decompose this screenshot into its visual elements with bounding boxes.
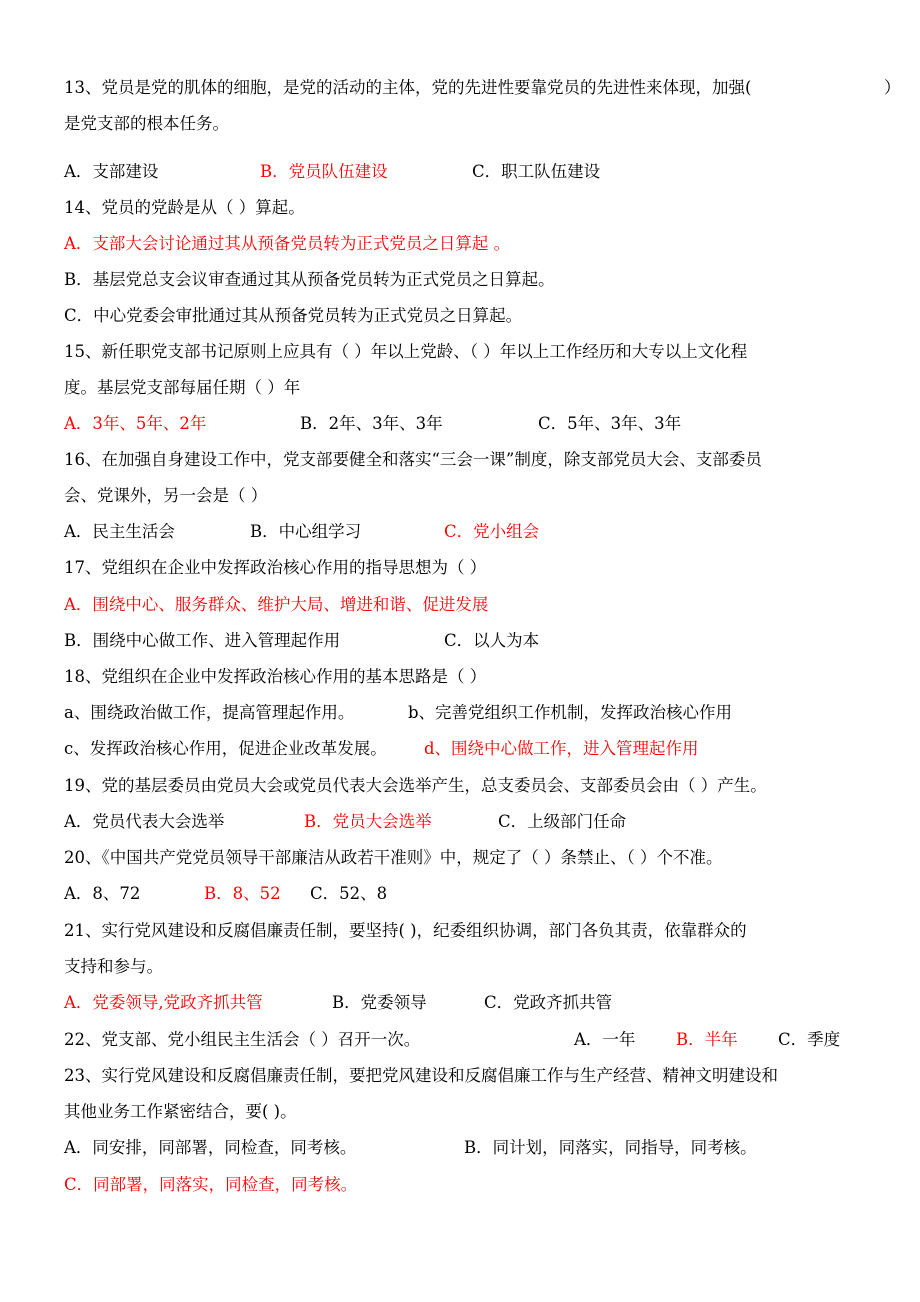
question-13-option-a: A．支部建设 [64, 162, 159, 181]
question-13-stem-text: 13、党员是党的肌体的细胞，是党的活动的主体，党的先进性要靠党员的先进性来体现，加强( [64, 78, 752, 97]
question-20-options [64, 883, 864, 905]
question-21-options [64, 992, 864, 1014]
question-13-options [64, 161, 864, 183]
question-18-stem: 18、党组织在企业中发挥政治核心作用的基本思路是（ ） [64, 667, 487, 686]
question-13-stem-line-2: 是党支部的根本任务。 [64, 114, 229, 133]
question-23-option-c-answer: C．同部署，同落实，同检查，同考核。 [64, 1175, 358, 1194]
question-22-stem: 22、党支部、党小组民主生活会（ ）召开一次。 [64, 1030, 421, 1049]
question-15-option-a-answer: A．3年、5年、2年 [64, 414, 207, 433]
question-21-option-a-answer: A．党委领导,党政齐抓共管 [64, 993, 263, 1012]
question-15-stem-line-2: 度。基层党支部每届任期（ ）年 [64, 378, 301, 397]
question-22-line [64, 1029, 864, 1051]
question-17-option-c: C．以人为本 [444, 631, 540, 650]
question-23-options-ab [64, 1137, 864, 1159]
question-20-option-c: C．52、8 [310, 884, 388, 903]
question-14-option-b: B．基层党总支会议审查通过其从预备党员转为正式党员之日算起。 [64, 270, 555, 289]
question-19-option-c: C．上级部门任命 [498, 812, 627, 831]
question-16-stem-line-1: 16、在加强自身建设工作中，党支部要健全和落实“三会一课”制度，除支部党员大会、支部委员 [64, 450, 762, 469]
question-20-stem: 20、《中国共产党党员领导干部廉洁从政若干准则》中，规定了（ ）条禁止、（ ）个不准。 [64, 848, 723, 867]
question-21-stem-line-1: 21、实行党风建设和反腐倡廉责任制，要坚持( )，纪委组织协调，部门各负其责，依靠群众的 [64, 921, 747, 940]
question-21-option-b: B．党委领导 [332, 993, 427, 1012]
question-17-stem: 17、党组织在企业中发挥政治核心作用的指导思想为（ ） [64, 558, 487, 577]
question-23-stem-line-1: 23、实行党风建设和反腐倡廉责任制，要把党风建设和反腐倡廉工作与生产经营、精神文明建设和 [64, 1066, 778, 1085]
question-18-options-cd [64, 738, 864, 760]
question-19-options [64, 811, 864, 833]
question-21-option-c: C．党政齐抓共管 [484, 993, 613, 1012]
question-16-stem-line-2: 会、党课外，另一会是（ ） [64, 486, 268, 505]
question-13-stem-bracket: ） [884, 78, 901, 97]
question-16-option-a: A．民主生活会 [64, 522, 175, 541]
question-22-option-a: A．一年 [574, 1030, 636, 1049]
question-23-stem-line-2: 其他业务工作紧密结合，要( )。 [64, 1102, 297, 1121]
question-14-option-c: C．中心党委会审批通过其从预备党员转为正式党员之日算起。 [64, 306, 523, 325]
question-16-option-c-answer: C．党小组会 [444, 522, 540, 541]
question-19-option-a: A．党员代表大会选举 [64, 812, 225, 831]
question-15-option-c: C．5年、3年、3年 [538, 414, 682, 433]
question-23-option-b: B．同计划，同落实，同指导，同考核。 [464, 1138, 757, 1157]
question-16-option-b: B．中心组学习 [250, 522, 362, 541]
question-23-option-a: A．同安排，同部署，同检查，同考核。 [64, 1138, 357, 1157]
question-20-option-a: A．8、72 [64, 884, 141, 903]
question-15-options [64, 413, 864, 435]
question-14-option-a-answer: A．支部大会讨论通过其从预备党员转为正式党员之日算起 。 [64, 234, 511, 253]
question-18-option-d-answer: d、围绕中心做工作，进入管理起作用 [424, 739, 699, 758]
question-18-option-c: c、发挥政治核心作用，促进企业改革发展。 [64, 739, 387, 758]
question-17-option-b: B．围绕中心做工作、进入管理起作用 [64, 631, 341, 650]
question-15-option-b: B．2年、3年、3年 [300, 414, 443, 433]
question-18-option-a: a、围绕政治做工作，提高管理起作用。 [64, 703, 355, 722]
question-13-stem-line-1 [64, 77, 751, 99]
question-13-option-b-answer: B．党员队伍建设 [260, 162, 388, 181]
question-18-option-b: b、完善党组织工作机制，发挥政治核心作用 [408, 703, 733, 722]
question-15-stem-line-1: 15、新任职党支部书记原则上应具有（ ）年以上党龄、（ ）年以上工作经历和大专以上文化程 [64, 342, 748, 361]
question-17-options-bc [64, 630, 864, 652]
question-21-stem-line-2: 支持和参与。 [64, 957, 163, 976]
question-17-option-a-answer: A．围绕中心、服务群众、维护大局、增进和谐、促进发展 [64, 595, 489, 614]
question-16-options [64, 521, 864, 543]
question-19-stem: 19、党的基层委员由党员大会或党员代表大会选举产生，总支委员会、支部委员会由（ ）产生。 [64, 776, 767, 795]
question-20-option-b-answer: B．8、52 [204, 884, 281, 903]
question-18-options-ab [64, 702, 864, 724]
question-14-stem: 14、党员的党龄是从（ ）算起。 [64, 198, 305, 217]
question-19-option-b-answer: B．党员大会选举 [304, 812, 432, 831]
question-22-option-c: C．季度 [778, 1030, 841, 1049]
question-13-option-c: C．职工队伍建设 [472, 162, 601, 181]
question-22-option-b-answer: B．半年 [676, 1030, 738, 1049]
